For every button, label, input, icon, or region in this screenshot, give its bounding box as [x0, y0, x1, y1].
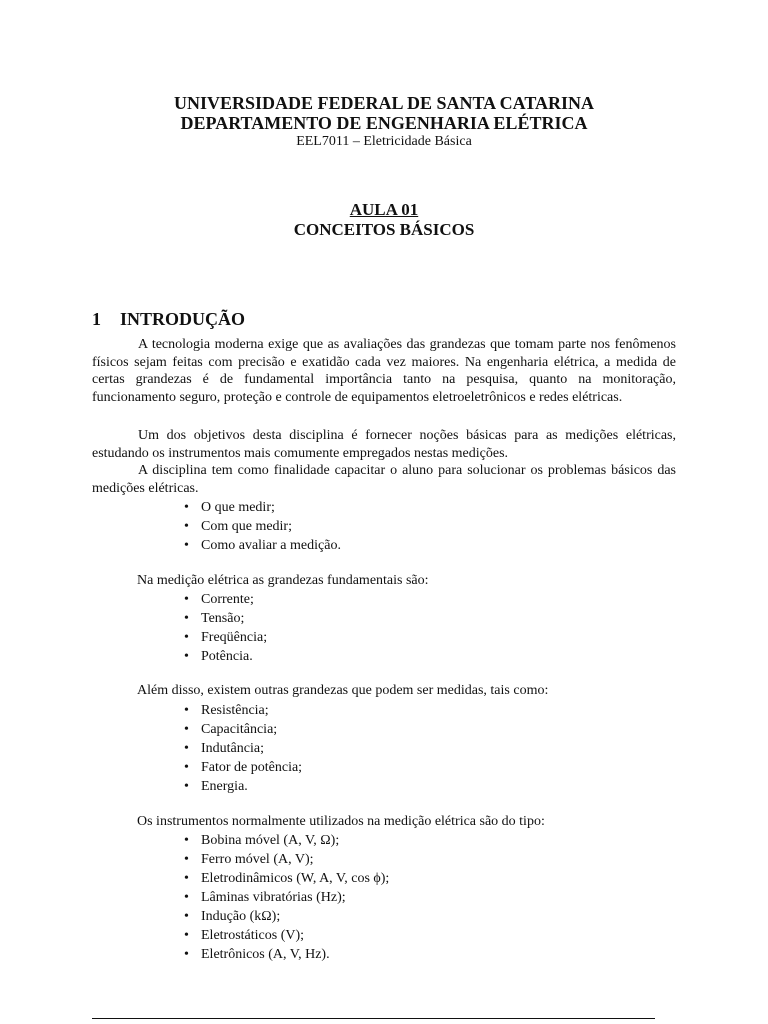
- list-item: • Resistência;: [184, 701, 302, 720]
- other-list: [184, 701, 302, 796]
- list-item: • Bobina móvel (A, V, Ω);: [184, 831, 389, 850]
- paragraph: Um dos objetivos desta disciplina é fornecer noções básicas para as medições elétricas, estudando os instrumentos mais comumente empregados nestas medições.: [92, 428, 676, 461]
- course-name: EEL7011 – Eletricidade Básica: [296, 134, 472, 149]
- lecture-number: AULA 01: [349, 200, 419, 219]
- section-heading: [92, 309, 245, 330]
- fundamental-intro: Na medição elétrica as grandezas fundamentais são:: [137, 573, 429, 588]
- list-item: • Energia.: [184, 777, 302, 796]
- fundamental-list: [184, 590, 267, 666]
- list-item: • Com que medir;: [184, 517, 341, 536]
- instruments-list: [184, 831, 389, 964]
- section-number: 1: [92, 309, 101, 329]
- other-intro: Além disso, existem outras grandezas que podem ser medidas, tais como:: [137, 683, 549, 698]
- instruments-intro: Os instrumentos normalmente utilizados na medição elétrica são do tipo:: [137, 814, 545, 829]
- goals-list: [184, 498, 341, 555]
- lecture-title: CONCEITOS BÁSICOS: [293, 220, 475, 239]
- paragraph: A disciplina tem como finalidade capacitar o aluno para solucionar os problemas básicos das medições elétricas.: [92, 463, 676, 496]
- list-item: • Fator de potência;: [184, 758, 302, 777]
- list-item: • Eletrostáticos (V);: [184, 926, 389, 945]
- list-item: • Eletrodinâmicos (W, A, V, cos ϕ);: [184, 869, 389, 888]
- list-item: • Indutância;: [184, 739, 302, 758]
- department-name: DEPARTAMENTO DE ENGENHARIA ELÉTRICA: [180, 113, 588, 133]
- list-item: • Eletrônicos (A, V, Hz).: [184, 945, 389, 964]
- list-item: • Como avaliar a medição.: [184, 536, 341, 555]
- list-item: • Corrente;: [184, 590, 267, 609]
- paragraph: A tecnologia moderna exige que as avaliações das grandezas que tomam parte nos fenômenos físicos sejam feitas com precisão e exatidão cada vez maiores. Na engenharia elétrica, a medida de certas grandezas é de fundamental importância tanto na pesquisa, quanto na monitoração, funcionamento seguro, proteção e controle de equipamentos eletroeletrônicos e redes elétricas.: [92, 337, 676, 405]
- list-item: • Capacitância;: [184, 720, 302, 739]
- list-item: • Tensão;: [184, 609, 267, 628]
- list-item: • Lâminas vibratórias (Hz);: [184, 888, 389, 907]
- university-name: UNIVERSIDADE FEDERAL DE SANTA CATARINA: [173, 93, 595, 113]
- list-item: • O que medir;: [184, 498, 341, 517]
- list-item: • Freqüência;: [184, 628, 267, 647]
- list-item: • Ferro móvel (A, V);: [184, 850, 389, 869]
- section-title: INTRODUÇÃO: [120, 309, 246, 329]
- list-item: • Potência.: [184, 647, 267, 666]
- footnote-separator: [92, 1018, 655, 1019]
- list-item: • Indução (kΩ);: [184, 907, 389, 926]
